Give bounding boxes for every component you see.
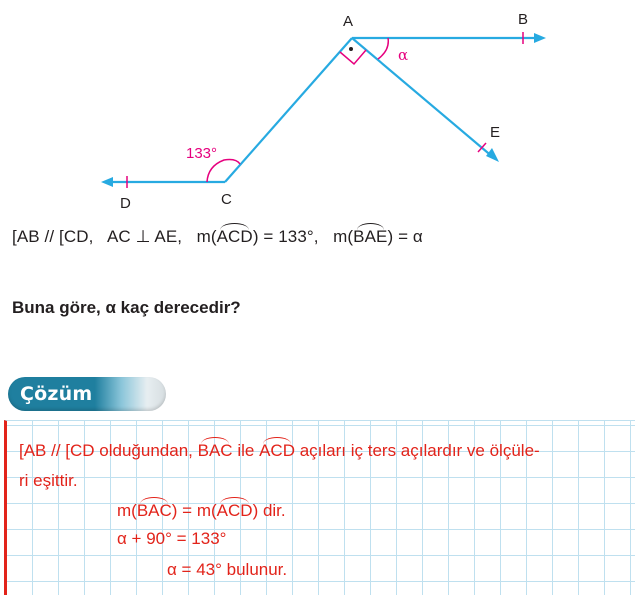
solution-box: [4, 420, 635, 595]
solution-header-badge: [8, 377, 166, 411]
solution-line-3: m(BAC) = m(ACD) dir.: [117, 501, 286, 520]
point-e-label: E: [490, 124, 501, 141]
right-angle-dot: [349, 47, 353, 51]
point-b-label: B: [518, 11, 529, 28]
angle-c-label: 133°: [186, 145, 218, 162]
statement-perpendicular: AC ⊥ AE,: [106, 227, 183, 246]
alpha-arc: [378, 38, 388, 59]
point-c-label: C: [221, 191, 232, 208]
question-text: Buna göre, α kaç derecedir?: [12, 298, 241, 317]
statement-angle-bae: m(BAE) = α: [333, 227, 423, 246]
segment-ac: [225, 38, 352, 182]
solution-line-1: [AB // [CD olduğundan, BAC ile ACD açıları iç ters açılardır ve ölçüle-: [19, 441, 540, 460]
arrow-e: [486, 148, 499, 162]
arrow-d: [101, 177, 113, 187]
ray-ae: [352, 38, 494, 158]
solution-line-5: α = 43° bulunur.: [167, 560, 288, 579]
point-a-label: A: [343, 13, 354, 30]
statement-angle-acd: m(ACD) = 133°,: [196, 227, 319, 246]
solution-header-label: Çözüm: [20, 383, 93, 405]
right-angle-mark: [340, 50, 366, 64]
geometry-figure: [0, 0, 635, 220]
problem-statement: [12, 226, 423, 247]
statement-parallel: [AB // [CD,: [12, 227, 94, 246]
alpha-label: α: [398, 46, 409, 64]
point-d-label: D: [120, 195, 131, 212]
solution-line-4: α + 90° = 133°: [117, 529, 227, 548]
solution-line-2: ri eşittir.: [19, 471, 78, 490]
arrow-b: [534, 33, 546, 43]
